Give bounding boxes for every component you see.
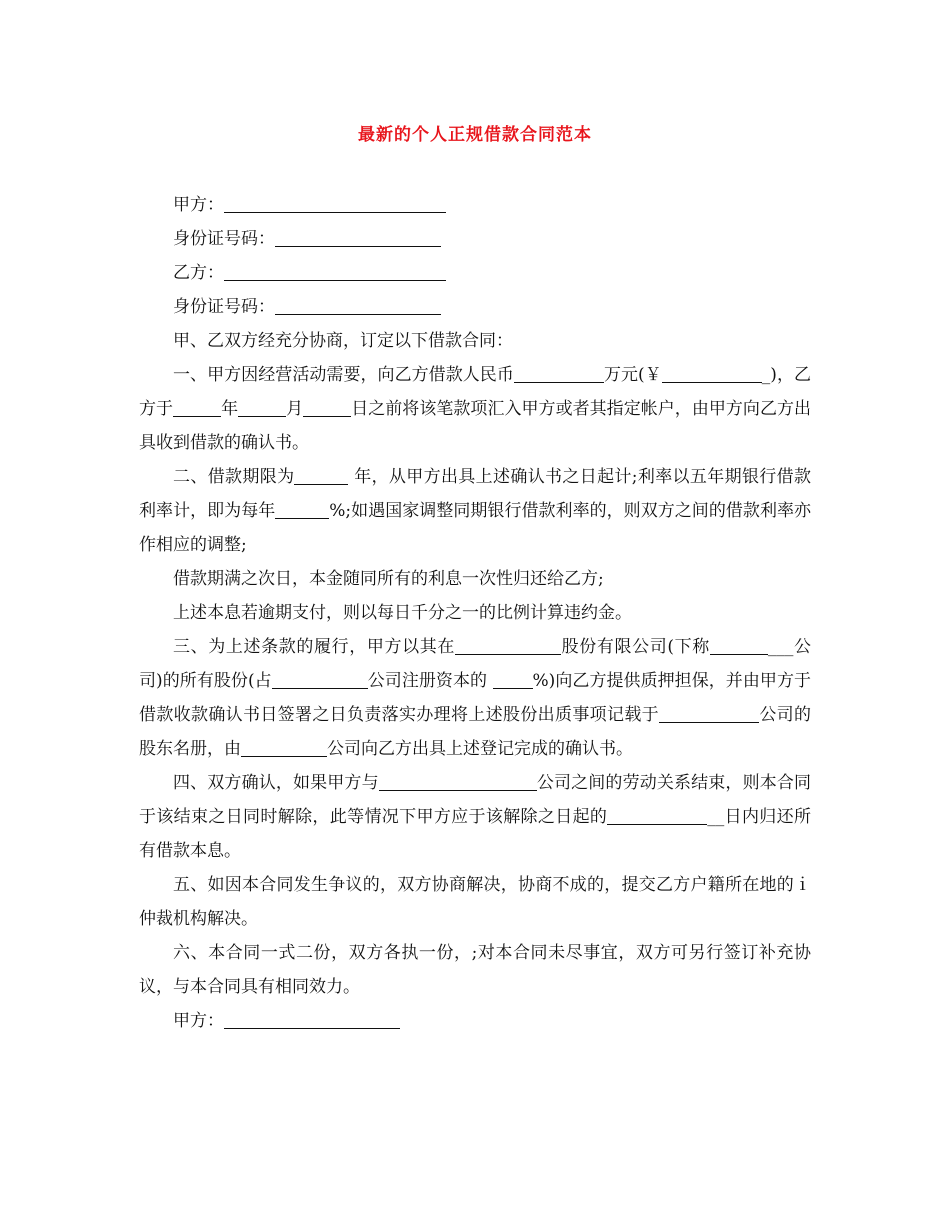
month-blank: [238, 396, 286, 417]
party-a-id-label: 身份证号码：: [173, 229, 275, 249]
clause-1-text-c: _)，乙方于: [139, 365, 811, 419]
clause-2-text-c: %;如遇国家调整同期银行借款利率的，则双方之间的借款利率亦作相应的调整;: [139, 501, 812, 555]
clause-4-text-c: __日内归还所有借款本息。: [139, 807, 811, 861]
clause-3-text-c: ___公司)的所有股份(占: [139, 637, 812, 691]
party-a-id-field: [139, 222, 811, 256]
document-title: 最新的个人正规借款合同范本: [358, 125, 592, 145]
clause-4-text-a: 四、双方确认，如果甲方与: [173, 773, 379, 793]
due-paragraph: 借款期满之次日，本金随同所有的利息一次性归还给乙方;: [173, 569, 604, 589]
clause-3-text-b: 股份有限公司(下称: [561, 637, 710, 657]
amount-blank: [514, 362, 604, 383]
clause-2-text-a: 二、借款期限为: [173, 467, 295, 487]
employer-blank: [379, 770, 537, 791]
intro-paragraph: 甲、乙双方经充分协商，订定以下借款合同：: [173, 331, 513, 351]
party-b-id-field: [139, 290, 811, 324]
penalty-paragraph: 上述本息若逾期支付，则以每日千分之一的比例计算违约金。: [173, 603, 632, 623]
party-b-field: [139, 256, 811, 290]
clause-1-text-a: 一、甲方因经营活动需要，向乙方借款人民币: [173, 365, 514, 385]
clause-1-text-e: 月: [286, 399, 304, 419]
party-b-id-blank: [275, 294, 441, 315]
clause-3-text-a: 三、为上述条款的履行，甲方以其在: [173, 637, 455, 657]
clause-1: [139, 358, 811, 460]
day-blank: [303, 396, 351, 417]
clause-3-text-f: 公司的股东名册，由: [139, 705, 812, 759]
term-blank: [294, 464, 348, 485]
days-blank: [607, 804, 707, 825]
clause-2-text-b: 年，从甲方出具上述确认书之日起计;利率以五年期银行借款利率计，即为每年: [139, 467, 812, 521]
clause-4: [139, 766, 811, 868]
party-b-label: 乙方：: [173, 263, 224, 283]
year-blank: [173, 396, 221, 417]
clause-1-text-f: 日之前将该笔款项汇入甲方或者其指定帐户，由甲方向乙方出具收到借款的确认书。: [139, 399, 812, 453]
clause-3-text-g: 公司向乙方出具上述登记完成的确认书。: [327, 739, 633, 759]
clause-4-text-b: 公司之间的劳动关系结束，则本合同于该结束之日同时解除，此等情况下甲方应于该解除之日起的: [139, 773, 812, 827]
document-body: [139, 188, 811, 1038]
share-blank: [272, 668, 368, 689]
issuing-company-blank: [241, 736, 327, 757]
amount-figure-blank: [662, 362, 762, 383]
signature-label: 甲方：: [173, 1011, 224, 1031]
clause-2: [139, 460, 811, 562]
signature-field: [139, 1004, 811, 1038]
party-a-label: 甲方：: [173, 195, 224, 215]
clause-3-text-d: 公司注册资本的: [367, 671, 493, 691]
rate-blank: [275, 498, 329, 519]
clause-6: 六、本合同一式二份，双方各执一份，;对本合同未尽事宜，双方可另行签订补充协议，与本合同具有相同效力。: [139, 943, 811, 997]
company-short-blank: [710, 634, 768, 655]
party-a-id-blank: [275, 226, 441, 247]
signature-blank: [224, 1008, 400, 1029]
clause-5: 五、如因本合同发生争议的，双方协商解决，协商不成的，提交乙方户籍所在地的ｉ仲裁机构解决。: [139, 875, 811, 929]
registry-company-blank: [659, 702, 759, 723]
company-blank: [455, 634, 561, 655]
share-percent-blank: [493, 668, 533, 689]
party-a-blank: [224, 192, 446, 213]
party-b-blank: [224, 260, 446, 281]
clause-1-text-b: 万元(￥: [603, 365, 662, 385]
clause-3: [139, 630, 811, 766]
clause-1-text-d: 年: [221, 399, 239, 419]
party-b-id-label: 身份证号码：: [173, 297, 275, 317]
clause-3-text-e: %)向乙方提供质押担保，并由甲方于借款收款确认书日签署之日负责落实办理将上述股份出质事项记载于: [139, 671, 811, 725]
party-a-field: [139, 188, 811, 222]
